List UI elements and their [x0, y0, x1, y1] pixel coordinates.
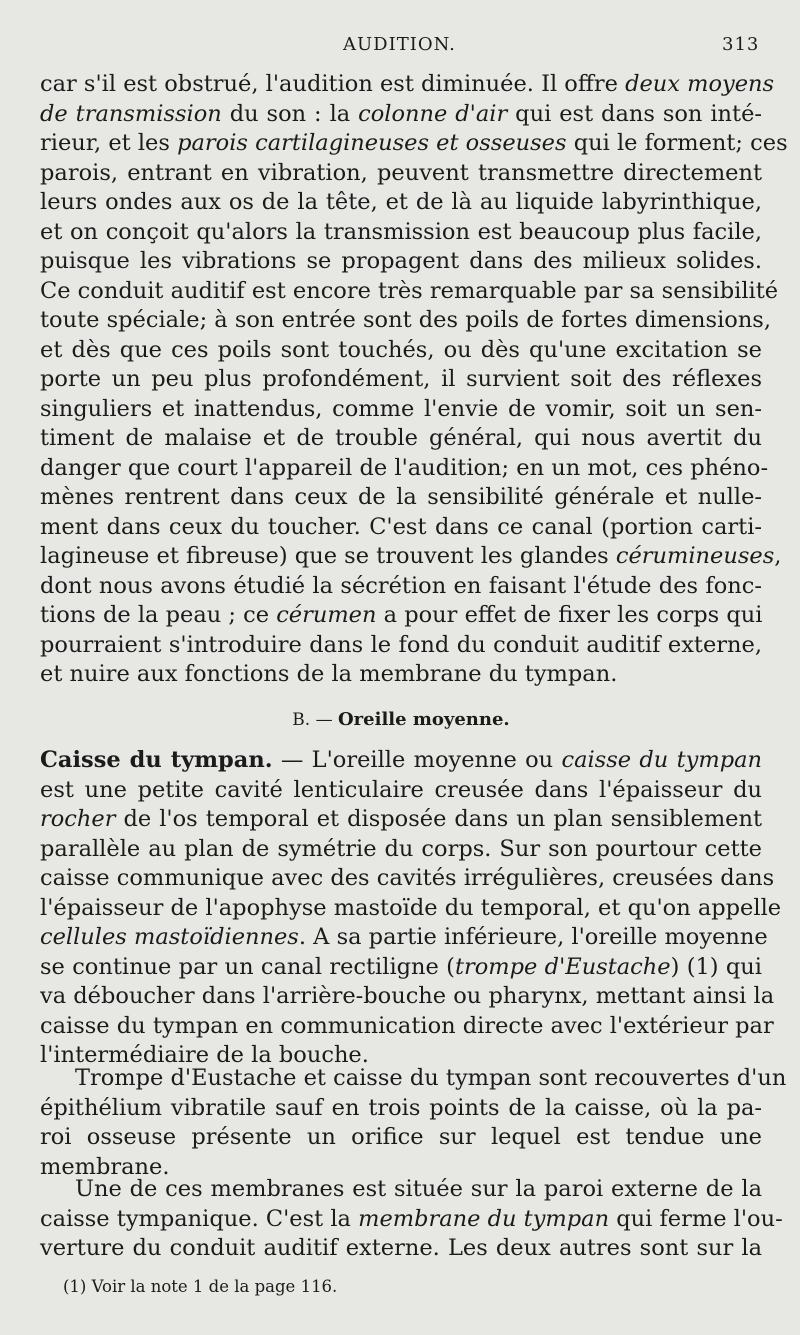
para1-line: timent de malaise et de trouble général, qui nous avertit du [40, 425, 762, 451]
para1-line: et on conçoit qu'alors la transmission est beaucoup plus facile, [40, 218, 762, 245]
para2-line: se continue par un canal rectiligne (trompe d'Eustache) (1) qui [40, 953, 762, 980]
section-prefix: B. — [292, 710, 338, 730]
running-title: AUDITION. [343, 34, 456, 55]
para3-line: roi osseuse présente un orifice sur lequel est tendue une [40, 1124, 762, 1150]
section-heading [40, 706, 762, 734]
para1-line: et dès que ces poils sont touchés, ou dès qu'une excitation se [40, 336, 762, 363]
para1-line: et nuire aux fonctions de la membrane du tympan. [40, 661, 618, 687]
para4-line: caisse tympanique. C'est la membrane du tympan qui ferme l'ou- [40, 1205, 783, 1232]
section-title: Oreille moyenne. [338, 709, 510, 730]
para2-line: cellules mastoïdiennes. A sa partie inférieure, l'oreille moyenne [40, 924, 768, 950]
para1-line: singuliers et inattendus, comme l'envie de vomir, soit un sen- [40, 395, 762, 422]
para1-line: rieur, et les parois cartilagineuses et osseuses qui le forment; ces [40, 130, 788, 156]
para1-line: car s'il est obstrué, l'audition est diminuée. Il offre deux moyens [40, 71, 775, 97]
para1-line: pourraient s'introduire dans le fond du conduit auditif externe, [40, 631, 762, 658]
para2-line: l'épaisseur de l'apophyse mastoïde du temporal, et qu'on appelle [40, 894, 782, 921]
para1-line: danger que court l'appareil de l'audition; en un mot, ces phéno- [40, 454, 769, 481]
para1-line: ment dans ceux du toucher. C'est dans ce canal (portion carti- [40, 513, 762, 540]
para1-line: toute spéciale; à son entrée sont des poils de fortes dimensions, [40, 307, 772, 333]
para2-line: caisse communique avec des cavités irrégulières, creusées dans [40, 865, 775, 891]
para1-line: de transmission du son : la colonne d'air qui est dans son inté- [40, 100, 763, 127]
para1-line: parois, entrant en vibration, peuvent transmettre directement [40, 159, 762, 186]
para1-line: leurs ondes aux os de la tête, et de là au liquide labyrinthique, [40, 189, 762, 215]
para1-line: tions de la peau ; ce cérumen a pour effet de fixer les corps qui [40, 602, 763, 628]
para2-line: rocher de l'os temporal et disposée dans un plan sensiblement [40, 806, 762, 832]
para4-line: verture du conduit auditif externe. Les deux autres sont sur la [40, 1235, 762, 1261]
para2-line: Caisse du tympan. — L'oreille moyenne ou caisse du tympan [40, 747, 762, 773]
para1-line: porte un peu plus profondément, il survient soit des réflexes [40, 366, 762, 392]
para1-line: lagineuse et fibreuse) que se trouvent les glandes cérumineuses, [40, 543, 782, 569]
para2-line: va déboucher dans l'arrière-bouche ou pharynx, mettant ainsi la [40, 983, 775, 1009]
para2-line: caisse du tympan en communication directe avec l'extérieur par [40, 1012, 774, 1039]
para3-line: épithélium vibratile sauf en trois points de la caisse, où la pa- [40, 1094, 762, 1121]
para1-line: mènes rentrent dans ceux de la sensibilité générale et nulle- [40, 484, 762, 510]
footnote: (1) Voir la note 1 de la page 116. [63, 1277, 338, 1296]
para2-line: l'intermédiaire de la bouche. [40, 1042, 369, 1068]
para1-line: puisque les vibrations se propagent dans des milieux solides. [40, 248, 762, 274]
para1-line: dont nous avons étudié la sécrétion en faisant l'étude des fonc- [40, 572, 762, 599]
page-number: 313 [722, 34, 760, 55]
para2-line: est une petite cavité lenticulaire creusée dans l'épaisseur du [40, 776, 762, 803]
para2-line: parallèle au plan de symétrie du corps. Sur son pourtour cette [40, 835, 762, 862]
para3-line: membrane. [40, 1153, 170, 1180]
para4-line: Une de ces membranes est située sur la paroi externe de la [75, 1176, 762, 1202]
para1-line: Ce conduit auditif est encore très remarquable par sa sensibilité [40, 277, 779, 304]
para3-line: Trompe d'Eustache et caisse du tympan sont recouvertes d'un [75, 1065, 787, 1091]
page-header [0, 30, 800, 60]
